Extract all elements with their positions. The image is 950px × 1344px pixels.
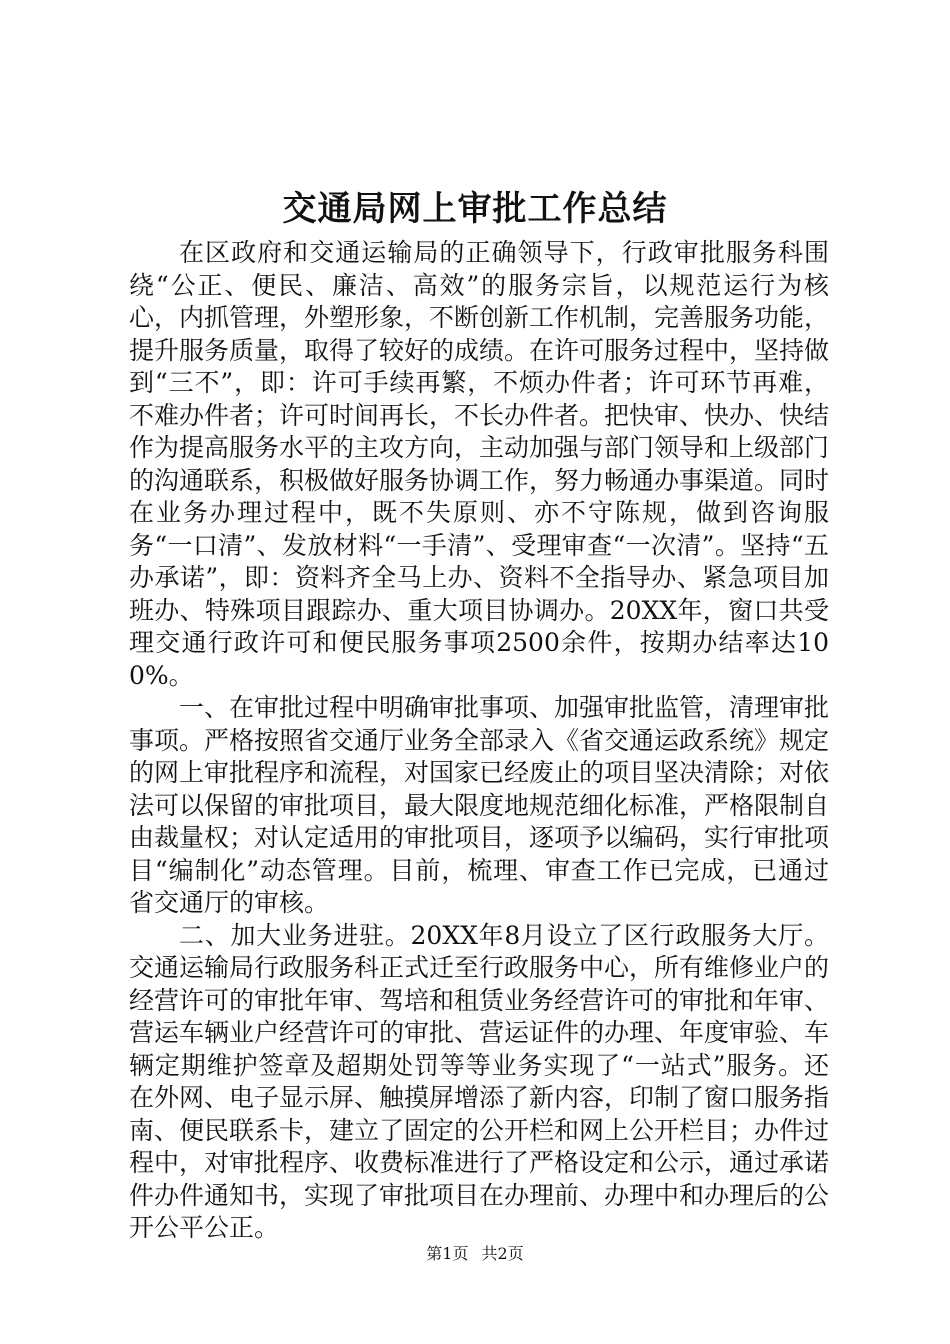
paragraph-section-one: 一、在审批过程中明确审批事项、加强审批监管，清理审批事项。严格按照省交通厅业务全部录入《省交通运政系统》规定的网上审批程序和流程，对国家已经废止的项目坚决清除；对依法可以保留的审批项目，最大限度地规范细化标准，严格限制自由裁量权；对认定适用的审批项目，逐项予以编码，实行审批项目“编制化”动态管理。目前，梳理、审查工作已完成，已通过省交通厅的审核。 xyxy=(129,693,830,917)
document-body xyxy=(129,237,829,1245)
document-title: 交通局网上审批工作总结 xyxy=(282,189,668,229)
paragraph-intro: 在区政府和交通运输局的正确领导下，行政审批服务科围绕“公正、便民、廉洁、高效”的服务宗旨，以规范运行为核心，内抓管理，外塑形象，不断创新工作机制，完善服务功能，提升服务质量，取得了较好的成绩。在许可服务过程中，坚持做到“三不”，即：许可手续再繁，不烦办件者；许可环节再难，不难办件者；许可时间再长，不长办件者。把快审、快办、快结作为提高服务水平的主攻方向，主动加强与部门领导和上级部门的沟通联系，积极做好服务协调工作，努力畅通办事渠道。同时在业务办理过程中，既不失原则、亦不守陈规，做到咨询服务“一口清”、发放材料“一手清”、受理审查“一次清”。坚持“五办承诺”，即：资料齐全马上办、资料不全指导办、紧急项目加班办、特殊项目跟踪办、重大项目协调办。20XX年，窗口共受理交通行政许可和便民服务事项2500余件，按期办结率达100%。 xyxy=(129,238,830,690)
page-footer xyxy=(0,1242,950,1266)
page-total: 共2页 xyxy=(481,1244,524,1263)
page-number: 第1页 xyxy=(426,1244,469,1263)
paragraph-section-two: 二、加大业务进驻。20XX年8月设立了区行政服务大厅。交通运输局行政服务科正式迁至行政服务中心，所有维修业户的经营许可的审批年审、驾培和租赁业务经营许可的审批和年审、营运车辆业户经营许可的审批、营运证件的办理、年度审验、车辆定期维护签章及超期处罚等等业务实现了“一站式”服务。还在外网、电子显示屏、触摸屏增添了新内容，印制了窗口服务指南、便民联系卡，建立了固定的公开栏和网上公开栏目；办件过程中，对审批程序、收费标准进行了严格设定和公示，通过承诺件办件通知书，实现了审批项目在办理前、办理中和办理后的公开公平公正。 xyxy=(129,920,830,1242)
